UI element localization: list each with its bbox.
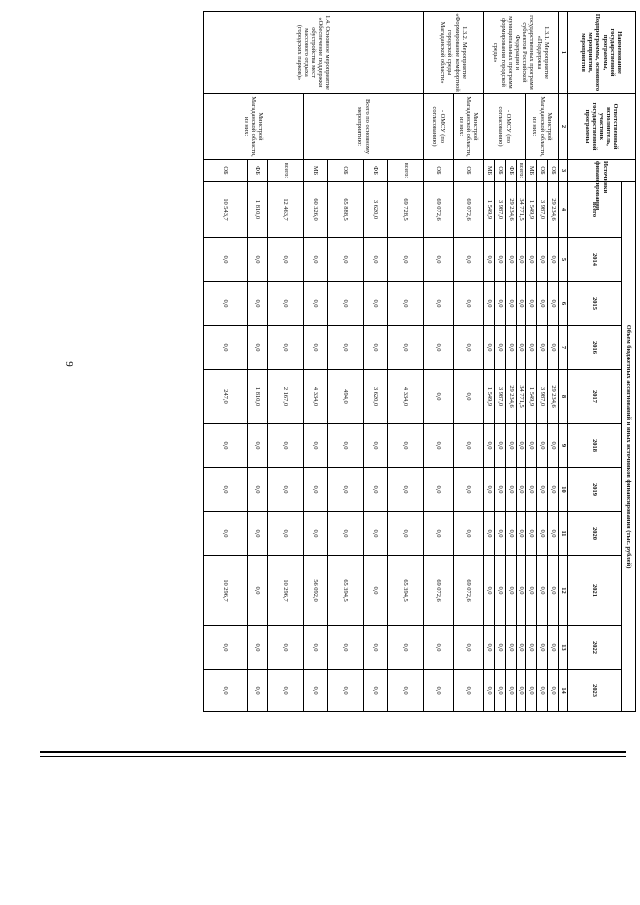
value-cell: 0,0: [537, 670, 548, 712]
value-cell: 0,0: [517, 326, 526, 370]
value-cell: 0,0: [537, 512, 548, 556]
source-cell: ОБ: [204, 160, 248, 182]
value-cell: 0,0: [268, 424, 304, 468]
value-cell: 0,0: [495, 512, 506, 556]
header-sources: Источники финансирования: [568, 160, 636, 182]
value-cell: 0,0: [517, 238, 526, 282]
value-cell: 34 771,5: [517, 182, 526, 238]
executor-omsu: - ОМСУ (по согласованию): [424, 94, 454, 160]
value-cell: 1 810,0: [248, 182, 268, 238]
value-cell: 3 620,0: [364, 370, 388, 424]
header-executor: Ответственный исполнитель, участник государственной программы: [568, 94, 636, 160]
value-cell: 0,0: [364, 468, 388, 512]
value-cell: 0,0: [495, 556, 506, 626]
value-cell: 0,0: [548, 626, 559, 670]
table-row: [388, 12, 424, 712]
value-cell: 3 987,0: [537, 370, 548, 424]
value-cell: 0,0: [454, 424, 484, 468]
value-cell: 0,0: [328, 282, 364, 326]
value-cell: 0,0: [424, 626, 454, 670]
measure-1-4-name: 1.4. Основное мероприятие «Обеспечение поддержки обустройства мест массового отдыха (городских парков)»: [204, 12, 424, 94]
value-cell: 0,0: [328, 468, 364, 512]
value-cell: 0,0: [364, 556, 388, 626]
value-cell: 0,0: [304, 468, 328, 512]
value-cell: 247,0: [204, 370, 248, 424]
value-cell: 0,0: [484, 238, 495, 282]
column-number: 8: [559, 370, 568, 424]
header-volume: Объем бюджетных ассигнований и иных источников финансирования (тыс. рублей): [622, 182, 636, 712]
value-cell: 0,0: [495, 326, 506, 370]
value-cell: 0,0: [537, 556, 548, 626]
source-cell: всего:: [268, 160, 304, 182]
table-row: [517, 12, 526, 712]
source-cell: всего:: [388, 160, 424, 182]
table-row: [454, 12, 484, 712]
value-cell: 0,0: [506, 468, 517, 512]
executor-minstroy: Минстрой Магаданской области, из них:: [204, 94, 304, 160]
value-cell: 0,0: [548, 556, 559, 626]
column-number: 9: [559, 424, 568, 468]
value-cell: 0,0: [517, 512, 526, 556]
value-cell: 0,0: [388, 512, 424, 556]
source-cell: ОБ: [548, 160, 559, 182]
rotated-table-wrapper: [76, 11, 636, 711]
value-cell: 0,0: [304, 670, 328, 712]
value-cell: 1 549,9: [526, 370, 537, 424]
value-cell: 0,0: [495, 670, 506, 712]
value-cell: 0,0: [526, 238, 537, 282]
value-cell: 0,0: [424, 670, 454, 712]
value-cell: 0,0: [268, 626, 304, 670]
value-cell: 0,0: [248, 626, 268, 670]
value-cell: 34 771,5: [517, 370, 526, 424]
value-cell: 0,0: [328, 424, 364, 468]
value-cell: 0,0: [548, 670, 559, 712]
value-cell: 0,0: [454, 238, 484, 282]
value-cell: 0,0: [248, 238, 268, 282]
value-cell: 0,0: [484, 424, 495, 468]
value-cell: 69 072,6: [454, 182, 484, 238]
value-cell: 10 296,7: [204, 556, 248, 626]
value-cell: 0,0: [506, 238, 517, 282]
value-cell: 0,0: [424, 512, 454, 556]
header-year: 2016: [568, 326, 622, 370]
header-year: 2017: [568, 370, 622, 424]
column-number: 1: [559, 12, 568, 94]
value-cell: 0,0: [204, 670, 248, 712]
value-cell: 12 463,7: [268, 182, 304, 238]
value-cell: 10 543,7: [204, 182, 248, 238]
value-cell: 0,0: [526, 468, 537, 512]
value-cell: 0,0: [517, 424, 526, 468]
value-cell: 0,0: [537, 282, 548, 326]
header-name: Наименование государственной программы, Подпрограммы, основного мероприятия, мероприятия: [568, 12, 636, 94]
column-number: 11: [559, 512, 568, 556]
header-year: всего: [568, 182, 622, 238]
divider-line: [40, 751, 626, 753]
value-cell: 0,0: [526, 512, 537, 556]
value-cell: 29 234,6: [548, 370, 559, 424]
value-cell: 0,0: [248, 556, 268, 626]
table-row: [548, 12, 559, 712]
column-number: 3: [559, 160, 568, 182]
value-cell: 0,0: [248, 512, 268, 556]
divider-line: [40, 756, 626, 757]
value-cell: 0,0: [248, 326, 268, 370]
value-cell: 0,0: [204, 626, 248, 670]
value-cell: 0,0: [388, 670, 424, 712]
value-cell: 1 549,9: [484, 370, 495, 424]
table-row: [424, 12, 454, 712]
value-cell: 0,0: [304, 326, 328, 370]
value-cell: 0,0: [506, 670, 517, 712]
executor-minstroy: Минстрой Магаданской области, из них:: [454, 94, 484, 160]
value-cell: 0,0: [304, 626, 328, 670]
value-cell: 69 072,6: [424, 556, 454, 626]
value-cell: 494,0: [328, 370, 364, 424]
value-cell: 0,0: [537, 626, 548, 670]
header-year: 2023: [568, 670, 622, 712]
value-cell: 0,0: [388, 282, 424, 326]
column-number: 7: [559, 326, 568, 370]
value-cell: 65 394,5: [388, 556, 424, 626]
value-cell: 0,0: [364, 424, 388, 468]
value-cell: 0,0: [526, 670, 537, 712]
header-year: 2019: [568, 468, 622, 512]
value-cell: 3 620,0: [364, 182, 388, 238]
value-cell: 0,0: [495, 468, 506, 512]
value-cell: 29 234,6: [548, 182, 559, 238]
value-cell: 0,0: [506, 556, 517, 626]
value-cell: 0,0: [328, 326, 364, 370]
value-cell: 0,0: [364, 282, 388, 326]
source-cell: ФБ: [364, 160, 388, 182]
value-cell: 0,0: [484, 282, 495, 326]
value-cell: 0,0: [328, 626, 364, 670]
value-cell: 0,0: [484, 468, 495, 512]
value-cell: 0,0: [537, 424, 548, 468]
value-cell: 0,0: [454, 282, 484, 326]
value-cell: 0,0: [517, 282, 526, 326]
value-cell: 0,0: [454, 670, 484, 712]
value-cell: 0,0: [424, 238, 454, 282]
value-cell: 1 549,9: [484, 182, 495, 238]
value-cell: 0,0: [454, 326, 484, 370]
value-cell: 0,0: [248, 424, 268, 468]
value-cell: 0,0: [495, 238, 506, 282]
value-cell: 0,0: [248, 670, 268, 712]
value-cell: 0,0: [526, 424, 537, 468]
value-cell: 0,0: [506, 424, 517, 468]
value-cell: 4 334,0: [388, 370, 424, 424]
column-number: 5: [559, 238, 568, 282]
financing-table: [203, 11, 636, 712]
value-cell: 0,0: [204, 238, 248, 282]
total-by-measure: Всего по основному мероприятию:: [304, 94, 424, 160]
value-cell: 0,0: [454, 626, 484, 670]
value-cell: 69 072,6: [454, 556, 484, 626]
header-year: 2021: [568, 556, 622, 626]
value-cell: 0,0: [526, 282, 537, 326]
value-cell: 0,0: [388, 326, 424, 370]
value-cell: 0,0: [364, 326, 388, 370]
value-cell: 0,0: [548, 468, 559, 512]
value-cell: 0,0: [548, 424, 559, 468]
value-cell: 4 334,0: [304, 370, 328, 424]
value-cell: 0,0: [548, 238, 559, 282]
value-cell: 0,0: [526, 326, 537, 370]
value-cell: 0,0: [548, 282, 559, 326]
value-cell: 0,0: [495, 626, 506, 670]
header-year: 2014: [568, 238, 622, 282]
value-cell: 65 888,5: [328, 182, 364, 238]
value-cell: 0,0: [268, 468, 304, 512]
value-cell: 0,0: [506, 626, 517, 670]
value-cell: 0,0: [304, 424, 328, 468]
value-cell: 0,0: [268, 326, 304, 370]
value-cell: 0,0: [388, 238, 424, 282]
column-number: 13: [559, 626, 568, 670]
value-cell: 0,0: [388, 424, 424, 468]
source-cell: МБ: [526, 160, 537, 182]
value-cell: 0,0: [517, 468, 526, 512]
measure-1-3-2-name: 1.3.2. Мероприятие «Формирование комфортной городской среды Магаданской области»: [424, 12, 484, 94]
value-cell: 0,0: [204, 468, 248, 512]
value-cell: 0,0: [537, 326, 548, 370]
value-cell: 0,0: [484, 512, 495, 556]
value-cell: 0,0: [548, 512, 559, 556]
value-cell: 0,0: [537, 238, 548, 282]
value-cell: 0,0: [268, 238, 304, 282]
header-year: 2015: [568, 282, 622, 326]
value-cell: 0,0: [248, 468, 268, 512]
value-cell: 69 728,5: [388, 182, 424, 238]
value-cell: 0,0: [364, 238, 388, 282]
value-cell: 0,0: [454, 370, 484, 424]
header-year: 2018: [568, 424, 622, 468]
page-number: 9: [62, 361, 75, 367]
value-cell: 0,0: [517, 556, 526, 626]
source-cell: ФБ: [248, 160, 268, 182]
source-cell: ФБ: [506, 160, 517, 182]
value-cell: 0,0: [364, 670, 388, 712]
value-cell: 0,0: [454, 512, 484, 556]
value-cell: 0,0: [424, 424, 454, 468]
value-cell: 2 167,0: [268, 370, 304, 424]
column-number: 4: [559, 182, 568, 238]
source-cell: всего:: [517, 160, 526, 182]
value-cell: 1 549,9: [526, 182, 537, 238]
value-cell: 0,0: [268, 512, 304, 556]
value-cell: 0,0: [537, 468, 548, 512]
column-number: 10: [559, 468, 568, 512]
value-cell: 0,0: [204, 282, 248, 326]
value-cell: 0,0: [526, 626, 537, 670]
value-cell: 3 987,0: [537, 182, 548, 238]
measure-1-3-1-name: 1.3.1. Мероприятие «Поддержка государственных программ субъектов Российской Федерации и муниципальных программ формирования городской среды»: [484, 12, 559, 94]
column-number: 14: [559, 670, 568, 712]
executor-omsu: - ОМСУ (по согласованию): [484, 94, 526, 160]
value-cell: 29 234,6: [506, 182, 517, 238]
value-cell: 0,0: [484, 626, 495, 670]
value-cell: 0,0: [506, 282, 517, 326]
value-cell: 0,0: [526, 556, 537, 626]
value-cell: 0,0: [268, 670, 304, 712]
value-cell: 56 092,0: [304, 556, 328, 626]
value-cell: 0,0: [495, 424, 506, 468]
value-cell: 10 296,7: [268, 556, 304, 626]
value-cell: 0,0: [328, 238, 364, 282]
value-cell: 0,0: [304, 238, 328, 282]
value-cell: 3 987,0: [495, 370, 506, 424]
value-cell: 3 987,0: [495, 182, 506, 238]
value-cell: 0,0: [424, 370, 454, 424]
source-cell: МБ: [304, 160, 328, 182]
value-cell: 0,0: [484, 326, 495, 370]
value-cell: 0,0: [204, 424, 248, 468]
value-cell: 0,0: [424, 468, 454, 512]
source-cell: ОБ: [328, 160, 364, 182]
value-cell: 65 394,5: [328, 556, 364, 626]
value-cell: 0,0: [484, 670, 495, 712]
value-cell: 0,0: [506, 326, 517, 370]
value-cell: 60 326,0: [304, 182, 328, 238]
value-cell: 0,0: [548, 326, 559, 370]
value-cell: 0,0: [388, 468, 424, 512]
source-cell: ОБ: [495, 160, 506, 182]
value-cell: 69 072,6: [424, 182, 454, 238]
value-cell: 0,0: [454, 468, 484, 512]
value-cell: 0,0: [328, 512, 364, 556]
value-cell: 0,0: [204, 512, 248, 556]
executor-minstroy: Минстрой Магаданской области, из них:: [526, 94, 559, 160]
value-cell: 0,0: [495, 282, 506, 326]
value-cell: 0,0: [304, 512, 328, 556]
value-cell: 0,0: [248, 282, 268, 326]
table-row: [268, 12, 304, 712]
column-number: 6: [559, 282, 568, 326]
value-cell: 0,0: [304, 282, 328, 326]
value-cell: 0,0: [484, 556, 495, 626]
value-cell: 29 234,6: [506, 370, 517, 424]
value-cell: 0,0: [328, 670, 364, 712]
source-cell: ОБ: [424, 160, 454, 182]
header-year: 2022: [568, 626, 622, 670]
value-cell: 0,0: [517, 626, 526, 670]
column-number: 12: [559, 556, 568, 626]
value-cell: 0,0: [364, 626, 388, 670]
source-cell: ОБ: [454, 160, 484, 182]
column-number: 2: [559, 94, 568, 160]
value-cell: 0,0: [204, 326, 248, 370]
value-cell: 0,0: [364, 512, 388, 556]
source-cell: ОБ: [537, 160, 548, 182]
value-cell: 0,0: [268, 282, 304, 326]
value-cell: 0,0: [388, 626, 424, 670]
value-cell: 0,0: [517, 670, 526, 712]
header-year: 2020: [568, 512, 622, 556]
value-cell: 0,0: [424, 326, 454, 370]
value-cell: 1 810,0: [248, 370, 268, 424]
source-cell: МБ: [484, 160, 495, 182]
value-cell: 0,0: [506, 512, 517, 556]
value-cell: 0,0: [424, 282, 454, 326]
